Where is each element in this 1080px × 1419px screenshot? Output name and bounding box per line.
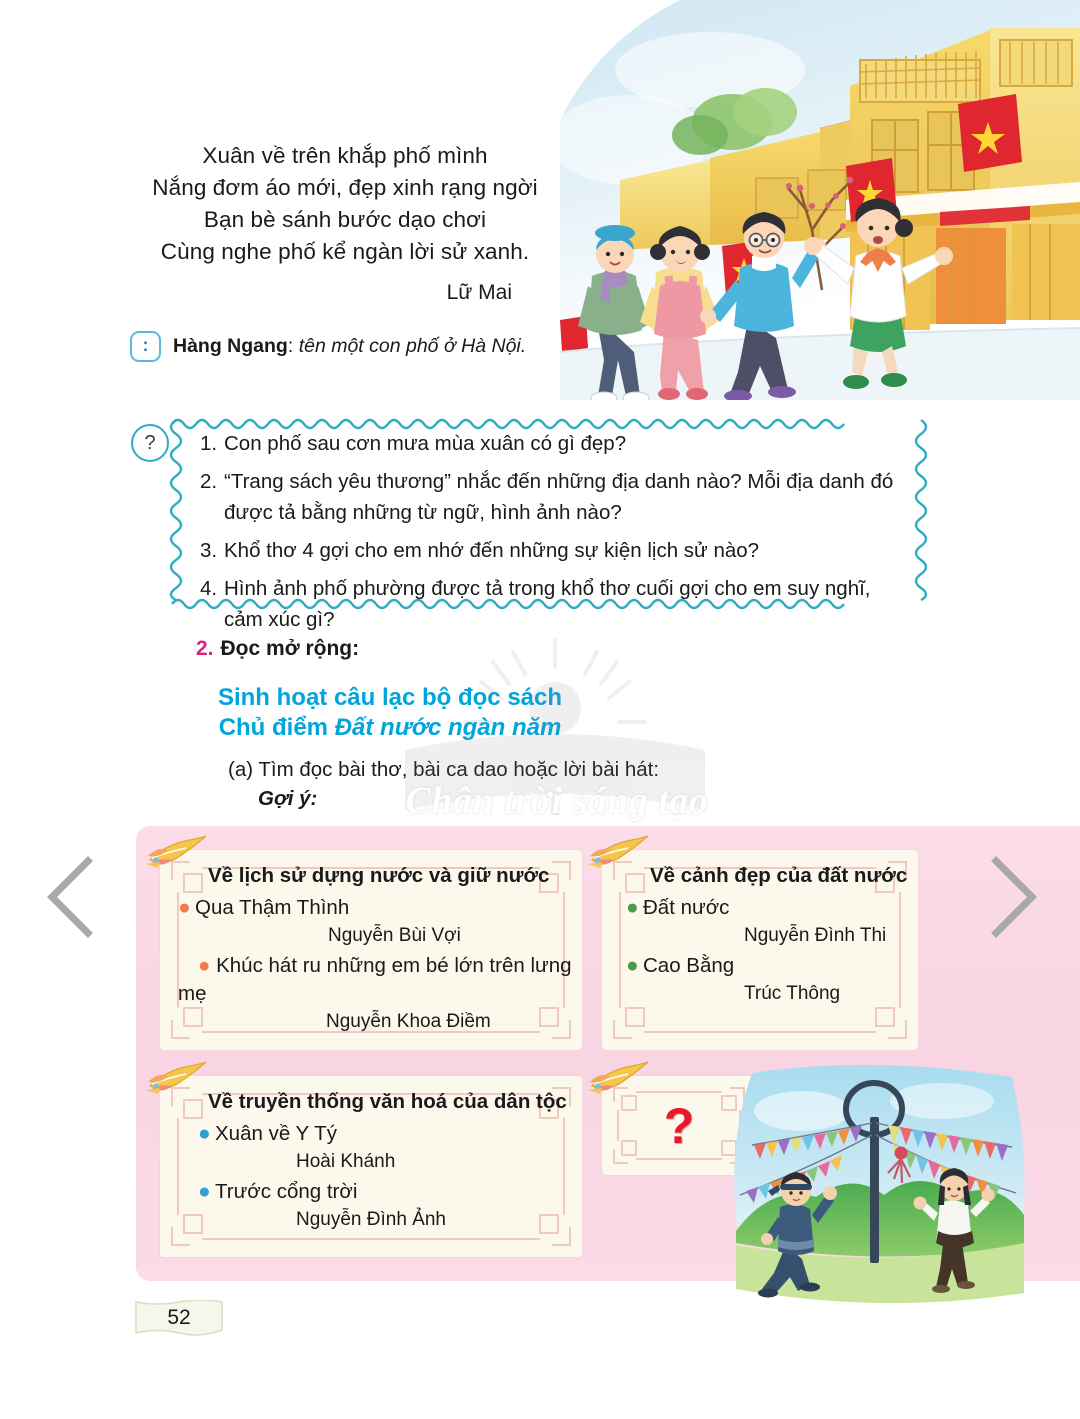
footnote-separator: : [287,335,294,357]
book-card-history[interactable] [160,850,582,1050]
question-item [200,466,912,528]
book-author: Hoài Khánh [296,1151,396,1172]
question-number: 2. [200,470,218,493]
club-title-line2 [0,713,780,743]
question-mark-icon: ? [663,1097,695,1154]
card-book-list [178,894,572,1038]
hint-label: Gợi ý: [258,787,318,810]
chevron-right-icon[interactable] [988,855,1040,939]
card-title: Về cảnh đẹp của đất nước [650,864,908,887]
club-title [0,683,780,743]
book-entry [626,952,908,1008]
club-topic-prefix: Chủ điểm [218,714,335,741]
questions-box [168,414,928,631]
poem-line: Nắng đơm áo mới, đẹp xinh rạng ngời [152,175,538,200]
page-number-text: 52 [167,1305,191,1329]
street-scene-svg [560,0,1080,400]
book-entry [178,894,572,950]
book-title: Qua Thậm Thình [195,896,350,919]
club-title-line1: Sinh hoạt câu lạc bộ đọc sách [217,684,563,711]
bullet-icon: ● [198,1180,211,1203]
book-author: Nguyễn Bùi Vợi [328,925,461,946]
section-number: 2. [196,637,214,660]
task-a-text: (a) Tìm đọc bài thơ, bài ca dao hoặc lời bài hát: [228,758,660,781]
bullet-icon: ● [178,896,191,919]
ribbon-bird-svg [146,1060,208,1100]
ribbon-bird-icon [588,834,650,874]
question-item [200,428,912,459]
bullet-icon: ● [198,1122,211,1145]
bullet-icon: ● [626,954,639,977]
con-game-svg [712,1063,1040,1315]
ribbon-bird-icon [146,1060,208,1100]
chevron-left-icon[interactable] [44,855,96,939]
question-item [200,535,912,566]
book-author: Trúc Thông [744,983,841,1004]
book-author: Nguyễn Đình Thi [744,925,887,946]
ribbon-bird-icon [146,834,208,874]
question-badge-icon: ? [131,424,169,462]
con-game-illustration [712,1063,1040,1315]
ribbon-bird-svg [588,834,650,874]
question-text: Hình ảnh phố phường được tả trong khổ thơ cuối gợi cho em suy nghĩ, cảm xúc gì? [224,577,871,631]
bullet-icon: ● [626,896,639,919]
street-scene-illustration [560,0,1080,400]
question-number: 3. [200,539,218,562]
book-entry [178,952,572,1036]
book-title: Đất nước [643,896,730,919]
book-entry [198,1178,572,1234]
book-card-scenery[interactable] [602,850,918,1050]
book-title: Khúc hát ru những em bé lớn trên lưng mẹ [178,954,572,1005]
question-text: Con phố sau cơn mưa mùa xuân có gì đẹp? [224,432,627,455]
book-entry [198,1120,572,1176]
card-title: Về truyền thống văn hoá của dân tộc [208,1090,567,1113]
chevron-left-svg [44,855,96,939]
question-number: 1. [200,432,218,455]
card-title: Về lịch sử dựng nước và giữ nước [208,864,550,887]
club-topic-name: Đất nước ngàn năm [334,714,562,741]
question-number: 4. [200,577,218,600]
question-item [200,573,912,635]
book-title: Cao Bằng [643,954,735,977]
question-text: Khổ thơ 4 gợi cho em nhớ đến những sự kiện lịch sử nào? [224,539,760,562]
poem-author: Lữ Mai [446,281,512,304]
footnote-definition: tên một con phố ở Hà Nội. [298,335,527,357]
bullet-icon: ● [198,954,211,977]
book-author: Nguyễn Khoa Điềm [326,1011,491,1032]
ribbon-bird-svg [588,1060,650,1100]
book-title: Xuân về Y Tý [215,1122,337,1145]
chevron-right-svg [988,855,1040,939]
card-book-list [198,1120,572,1236]
poem-body [100,140,590,268]
poem-line: Cùng nghe phố kể ngàn lời sử xanh. [160,239,530,264]
watermark-text: Chân trời sáng tạo [405,780,709,822]
footnote-term: Hàng Ngang [173,335,288,357]
poem-line: Xuân về trên khắp phố mình [202,143,488,168]
section-label: Đọc mở rộng: [220,637,360,660]
footnote-text [173,335,526,358]
ribbon-bird-svg [146,834,208,874]
footnote [130,331,526,362]
book-entry [626,894,908,950]
page-number-badge [133,1300,225,1338]
question-text: “Trang sách yêu thương” nhắc đến những địa danh nào? Mỗi địa danh đó được tả bằng những từ ngữ, hình ảnh nào? [224,470,894,524]
card-book-list [626,894,908,1010]
book-card-tradition[interactable] [160,1076,582,1257]
questions-list [200,428,912,642]
book-author: Nguyễn Đình Ảnh [296,1209,446,1230]
colon-icon: : [130,331,161,362]
poem-line: Bạn bè sánh bước dạo chơi [203,207,487,232]
book-title: Trước cổng trời [215,1180,358,1203]
ribbon-bird-icon [588,1060,650,1100]
